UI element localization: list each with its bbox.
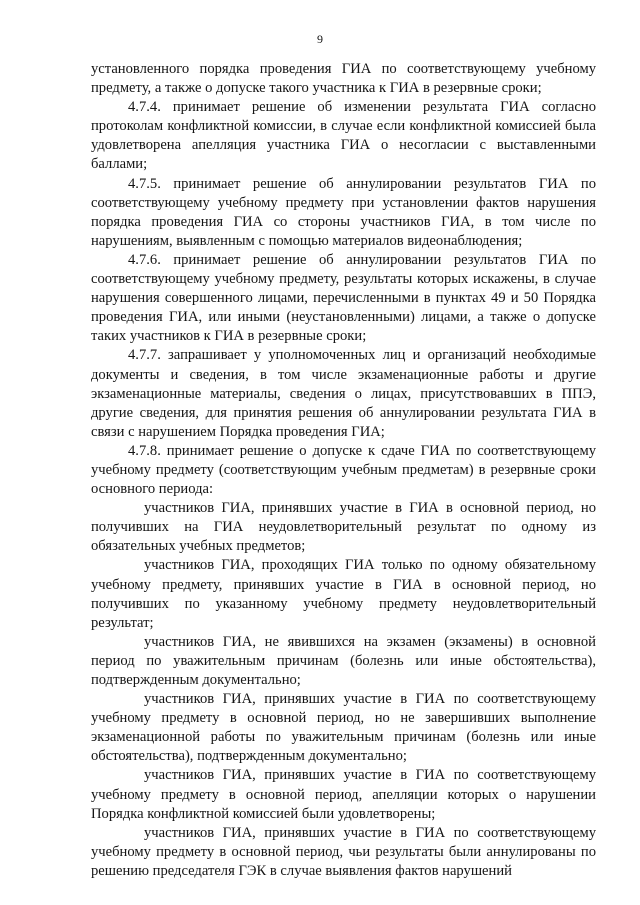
paragraph-4-7-5: 4.7.5. принимает решение об аннулировании результатов ГИА по соответствующему учебному предмету при установлении фактов нарушения порядка проведения ГИА со стороны участников ГИА, в том числе по нарушениям, выявленным с помощью материалов видеонаблюдения; xyxy=(91,175,596,249)
paragraph-4-7-7: 4.7.7. запрашивает у уполномоченных лиц и организаций необходимые документы и сведения, в том числе экзаменационные работы и другие экзаменационные материалы, сведения о лицах, присутствовавших в ППЭ, другие сведения, для принятия решения об аннулировании результата ГИА в связи с нарушением Порядка проведения ГИА; xyxy=(91,347,596,440)
document-body xyxy=(91,60,596,881)
list-item: участников ГИА, принявших участие в ГИА в основной период, но получивших на ГИА неудовлетворительный результат по одному из обязательных учебных предметов; xyxy=(91,500,596,555)
list-item: участников ГИА, принявших участие в ГИА по соответствующему учебному предмету в основной период, но не завершивших выполнение экзаменационной работы по уважительным причинам (болезнь или иные обстоятельства), подтвержденным документально; xyxy=(91,691,596,765)
page-number: 9 xyxy=(317,32,323,46)
paragraph-4-7-8: 4.7.8. принимает решение о допуске к сдаче ГИА по соответствующему учебному предмету (соответствующим учебным предметам) в резервные сроки основного периода: xyxy=(91,442,596,498)
paragraph-4-7-6: 4.7.6. принимает решение об аннулировании результатов ГИА по соответствующему учебному предмету, результаты которых искажены, в случае нарушения совершенного лицами, перечисленными в пунктах 49 и 50 Порядка проведения ГИА, или иными (неустановленными) лицами, а также о допуске таких участников к ГИА в резервные сроки; xyxy=(91,251,596,345)
list-item: участников ГИА, принявших участие в ГИА по соответствующему учебному предмету в основной период, чьи результаты были аннулированы по решению председателя ГЭК в случае выявления фактов нарушений xyxy=(91,824,596,879)
list-item: участников ГИА, принявших участие в ГИА по соответствующему учебному предмету в основной период, апелляции которых о нарушении Порядка конфликтной комиссией были удовлетворены; xyxy=(91,767,596,822)
list-item: участников ГИА, проходящих ГИА только по одному обязательному учебному предмету, принявших участие в ГИА в основной период, но получивших по указанному учебному предмету неудовлетворительный результат; xyxy=(91,557,596,631)
paragraph-4-7-4: 4.7.4. принимает решение об изменении результата ГИА согласно протоколам конфликтной комиссии, в случае если конфликтной комиссией была удовлетворена апелляция участника ГИА о несогласии с выставленными баллами; xyxy=(91,99,596,173)
paragraph-continuation: установленного порядка проведения ГИА по соответствующему учебному предмету, а также о допуске такого участника к ГИА в резервные сроки; xyxy=(91,61,596,97)
list-item: участников ГИА, не явившихся на экзамен (экзамены) в основной период по уважительным причинам (болезнь или иные обстоятельства), подтвержденным документально; xyxy=(91,633,596,688)
